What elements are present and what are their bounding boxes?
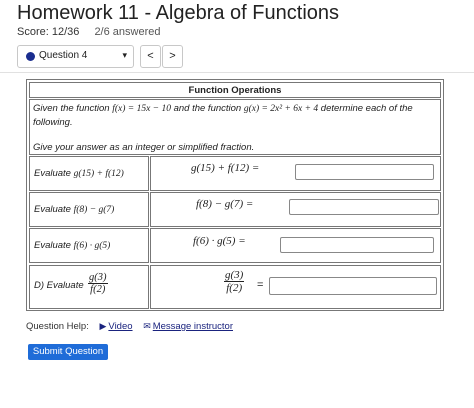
table-heading: Function Operations [29, 82, 441, 98]
row-4-answer-cell [150, 265, 441, 309]
row-2-prefix: Evaluate [34, 204, 71, 215]
question-select[interactable] [17, 45, 134, 68]
score-text: Score: 12/36 [17, 26, 80, 38]
row-3-prefix: Evaluate [34, 240, 71, 251]
message-instructor-link[interactable]: Message instructor [152, 321, 233, 332]
row-4-fraction [88, 272, 108, 295]
row-4-equation-numerator: g(3) [225, 269, 244, 281]
problem-statement [29, 99, 441, 155]
row-4-denominator: f(2) [90, 284, 106, 295]
question-help [26, 321, 233, 332]
row-4-numerator: g(3) [89, 272, 107, 283]
video-link[interactable]: Video [108, 321, 133, 332]
row-2-expression: f(8) − g(7) [73, 205, 115, 215]
row-4-equation-fraction [224, 269, 244, 294]
row-4-prefix: D) Evaluate [34, 280, 84, 291]
row-1-answer-input[interactable] [295, 164, 434, 180]
row-3-answer-input[interactable] [280, 237, 434, 253]
row-2-answer-input[interactable] [289, 199, 439, 215]
given-suffix: determine each of the following. [33, 103, 413, 128]
row-3-answer-cell [150, 228, 441, 263]
next-question-button[interactable]: > [162, 45, 183, 68]
row-3-expression: f(6) · g(5) [73, 241, 111, 251]
row-2-answer-cell [150, 192, 441, 227]
row-3-equation: f(6) · g(5) = [193, 235, 246, 247]
envelope-icon: ✉ [143, 321, 151, 331]
row-4-answer-input[interactable] [269, 277, 437, 295]
header-divider [0, 72, 474, 73]
g-definition: g(x) = 2x² + 6x + 4 [243, 104, 319, 114]
row-2-label [29, 192, 149, 227]
row-3-label [29, 228, 149, 263]
answer-instruction: Give your answer as an integer or simplified fraction. [33, 142, 255, 153]
score-line [17, 26, 172, 38]
page-title: Homework 11 - Algebra of Functions [17, 2, 340, 24]
row-4-equation-denominator: f(2) [226, 282, 243, 294]
row-4-equals: = [257, 279, 264, 291]
help-label: Question Help: [26, 321, 89, 332]
previous-question-button[interactable]: < [140, 45, 161, 68]
function-operations-table [26, 79, 444, 311]
row-1-label [29, 156, 149, 191]
row-1-prefix: Evaluate [34, 168, 71, 179]
row-1-equation: g(15) + f(12) = [191, 162, 260, 174]
question-status-dot [26, 52, 35, 61]
row-4-label [29, 265, 149, 309]
video-icon: ▶ [99, 321, 107, 331]
row-1-answer-cell [150, 156, 441, 191]
question-select-label: Question 4 [39, 50, 88, 61]
answered-count: 2/6 answered [94, 26, 161, 38]
given-prefix: Given the function [33, 103, 110, 114]
given-middle: and the function [173, 103, 242, 114]
submit-question-button[interactable]: Submit Question [28, 344, 108, 360]
chevron-down-icon: ▾ [122, 50, 127, 60]
f-definition: f(x) = 15x − 10 [112, 104, 171, 114]
row-2-equation: f(8) − g(7) = [196, 198, 254, 210]
row-1-expression: g(15) + f(12) [73, 169, 124, 179]
